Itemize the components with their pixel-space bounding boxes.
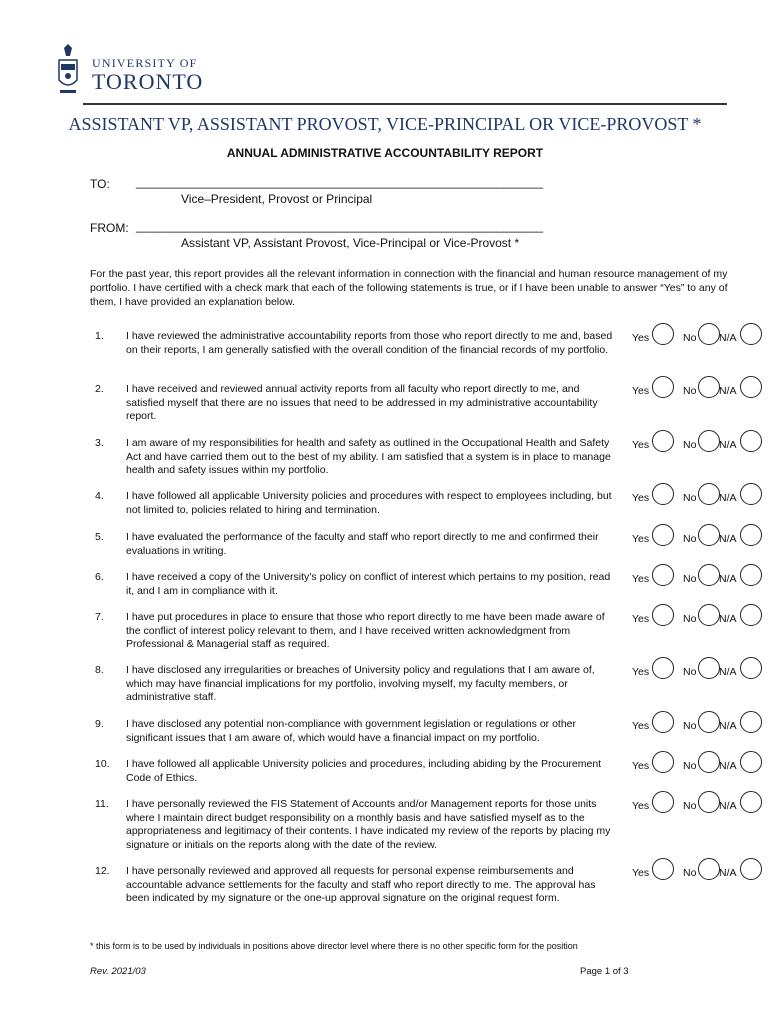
statement-number: 9. [95,718,104,730]
na-label: N/A [719,800,737,812]
na-radio[interactable] [740,791,762,813]
university-logo [55,42,225,102]
na-radio[interactable] [740,564,762,586]
na-radio[interactable] [740,751,762,773]
yes-label: Yes [632,533,650,545]
yes-radio[interactable] [652,483,674,505]
to-label: TO: [90,177,110,191]
statement-text: I have received and reviewed annual activity reports from all faculty who report directly to me, and satisfied myself that there are no issues that need to be addressed in my administrative accountability report. [126,383,598,422]
na-label: N/A [719,533,737,545]
no-radio[interactable] [698,711,720,733]
answer-options [630,858,770,882]
no-label: No [683,613,697,625]
report-subtitle: ANNUAL ADMINISTRATIVE ACCOUNTABILITY REPORT [226,146,544,160]
no-label: No [683,666,697,678]
no-radio[interactable] [698,791,720,813]
yes-radio[interactable] [652,858,674,880]
statement-text: I have received a copy of the University’s policy on conflict of interest which pertains to my position, read it, and I am in compliance with it. [126,571,611,597]
from-caption: Assistant VP, Assistant Provost, Vice-Principal or Vice-Provost * [181,236,520,250]
statement-item [90,865,770,913]
university-name-line2: TORONTO [92,69,204,94]
yes-label: Yes [632,720,650,732]
statement-number: 1. [95,330,104,342]
footnote: * this form is to be used by individuals in positions above director level where there is no other specific form for the position [90,941,578,951]
to-caption: Vice–President, Provost or Principal [181,192,373,206]
no-label: No [683,867,697,879]
na-label: N/A [719,613,737,625]
na-label: N/A [719,385,737,397]
yes-label: Yes [632,800,650,812]
header-divider [83,103,727,105]
no-label: No [683,720,697,732]
answer-options [630,483,770,507]
statement-text: I have disclosed any irregularities or breaches of University policy and regulations that I am aware of, which may have financial implications for my portfolio, involving myself, my faculty members, or administrative staff. [126,664,595,703]
na-label: N/A [719,760,737,772]
yes-radio[interactable] [652,751,674,773]
na-radio[interactable] [740,483,762,505]
na-label: N/A [719,332,737,344]
statement-number: 2. [95,383,104,395]
yes-label: Yes [632,573,650,585]
statement-item [90,437,770,485]
from-label: FROM: [90,221,129,235]
statement-number: 5. [95,531,104,543]
no-label: No [683,800,697,812]
statement-number: 11. [95,798,109,810]
yes-radio[interactable] [652,711,674,733]
to-signature-line[interactable]: _____________________________________________________________ [136,175,544,189]
no-radio[interactable] [698,657,720,679]
statement-item [90,611,770,659]
statement-number: 12. [95,865,110,877]
no-label: No [683,533,697,545]
page-title: ASSISTANT VP, ASSISTANT PROVOST, VICE-PRINCIPAL OR VICE-PROVOST * [68,114,702,134]
no-radio[interactable] [698,858,720,880]
statement-text: I have evaluated the performance of the faculty and staff who report directly to me and confirmed their evaluations in writing. [126,531,599,557]
na-radio[interactable] [740,376,762,398]
na-label: N/A [719,867,737,879]
na-radio[interactable] [740,430,762,452]
yes-label: Yes [632,332,650,344]
yes-radio[interactable] [652,657,674,679]
na-radio[interactable] [740,604,762,626]
no-radio[interactable] [698,604,720,626]
yes-radio[interactable] [652,524,674,546]
yes-label: Yes [632,760,650,772]
from-signature-line[interactable]: _____________________________________________________________ [136,219,544,233]
na-radio[interactable] [740,657,762,679]
yes-radio[interactable] [652,791,674,813]
yes-radio[interactable] [652,604,674,626]
no-label: No [683,332,697,344]
university-name-line1: UNIVERSITY OF [92,56,198,70]
no-radio[interactable] [698,483,720,505]
yes-radio[interactable] [652,564,674,586]
yes-label: Yes [632,666,650,678]
no-label: No [683,573,697,585]
no-radio[interactable] [698,376,720,398]
statement-text: I have put procedures in place to ensure that those who report directly to me have been made aware of the conflict of interest policy relevant to them, and I have received written acknowledgment from Professional & Managerial staff as required. [126,611,605,650]
page-number: Page 1 of 3 [580,966,629,977]
no-radio[interactable] [698,430,720,452]
statement-item [90,664,770,712]
revision-label: Rev. 2021/03 [90,966,146,977]
yes-radio[interactable] [652,376,674,398]
yes-label: Yes [632,867,650,879]
statement-item [90,798,770,851]
crest-icon [55,42,81,98]
na-label: N/A [719,720,737,732]
no-radio[interactable] [698,524,720,546]
answer-options [630,323,770,347]
answer-options [630,376,770,400]
no-label: No [683,439,697,451]
yes-label: Yes [632,439,650,451]
yes-radio[interactable] [652,323,674,345]
no-label: No [683,385,697,397]
answer-options [630,657,770,681]
statement-item [90,383,770,431]
statement-number: 7. [95,611,104,623]
na-radio[interactable] [740,323,762,345]
statement-text: I have followed all applicable University policies and procedures, including abiding by the Procurement Code of Ethics. [126,758,602,784]
statement-number: 10. [95,758,110,770]
answer-options [630,791,770,815]
answer-options [630,604,770,628]
statement-number: 8. [95,664,104,676]
na-radio[interactable] [740,858,762,880]
yes-label: Yes [632,613,650,625]
statement-number: 3. [95,437,104,449]
na-label: N/A [719,573,737,585]
statement-text: I have reviewed the administrative accountability reports from those who report directly to me and, based on their reports, I am generally satisfied with the overall condition of the financial records of my portfolio. [126,330,613,356]
answer-options [630,711,770,735]
yes-radio[interactable] [652,430,674,452]
answer-options [630,751,770,775]
no-radio[interactable] [698,564,720,586]
statement-number: 6. [95,571,104,583]
statement-number: 4. [95,490,104,502]
no-radio[interactable] [698,751,720,773]
answer-options [630,564,770,588]
statement-text: I have personally reviewed the FIS Statement of Accounts and/or Management reports for those units where I maintain direct budget responsibility on a monthly basis and have satisfied myself as to the appropriateness and legitimacy of their contents. I have indicated my review of the reports by placing my signature or initials on the reports along with the date of the review. [126,798,611,851]
intro-paragraph: For the past year, this report provides all the relevant information in connection with the financial and human resource management of my portfolio. I have certified with a check mark that each of the following statements is true, or if I have been unable to answer “Yes” to any of them, I have provided an explanation below. [90,268,728,308]
na-label: N/A [719,439,737,451]
na-radio[interactable] [740,524,762,546]
statement-text: I have disclosed any potential non-compliance with government legislation or regulations or other significant issues that I am aware of, which would have a financial impact on my portfolio. [126,718,577,744]
yes-label: Yes [632,385,650,397]
statement-text: I am aware of my responsibilities for health and safety as outlined in the Occupational Health and Safety Act and have carried them out to the best of my ability. I am satisfied that a system is in place to manage health and safety issues within my portfolio. [126,437,611,476]
answer-options [630,524,770,548]
no-radio[interactable] [698,323,720,345]
na-radio[interactable] [740,711,762,733]
no-label: No [683,760,697,772]
statement-item [90,330,770,378]
no-label: No [683,492,697,504]
statement-text: I have personally reviewed and approved all requests for personal expense reimbursements and accountable advance settlements for the faculty and staff who report directly to me. The approval has been indicated by my signature or the one-up approval signature on the original request form. [126,865,596,904]
statement-text: I have followed all applicable University policies and procedures with respect to employees including, but not limited to, policies related to hiring and termination. [126,490,612,516]
answer-options [630,430,770,454]
yes-label: Yes [632,492,650,504]
na-label: N/A [719,666,737,678]
na-label: N/A [719,492,737,504]
